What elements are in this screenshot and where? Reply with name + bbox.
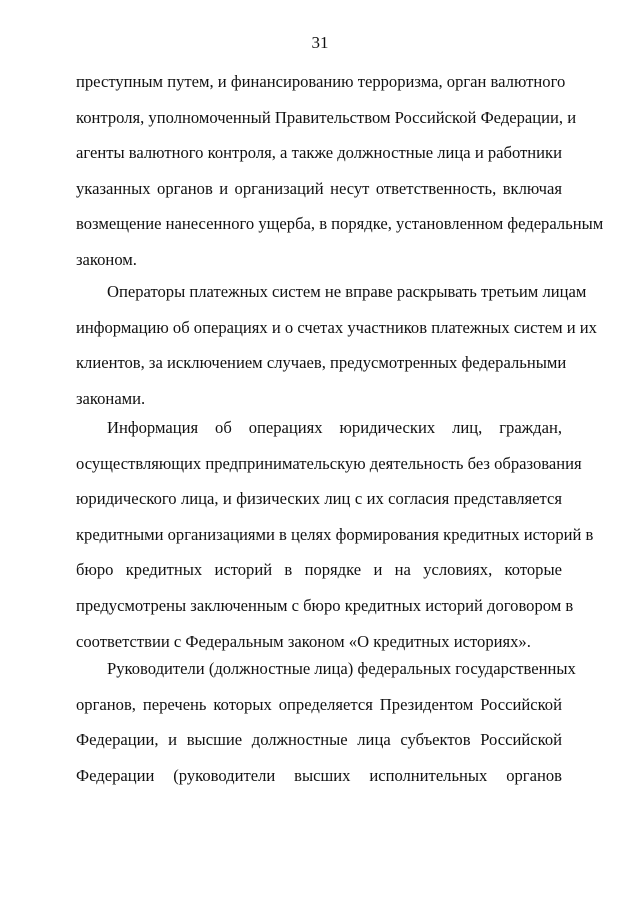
text-line: органов, перечень которых определяется Президентом Российской bbox=[76, 694, 562, 714]
text-line: информацию об операциях и о счетах участников платежных систем и их bbox=[76, 317, 597, 337]
text-line: контроля, уполномоченный Правительством Российской Федерации, и bbox=[76, 107, 577, 127]
text-line: указанных органов и организаций несут ответственность, включая bbox=[76, 178, 562, 198]
text-line: законом. bbox=[76, 249, 137, 269]
text-line: Федерации (руководители высших исполнительных органов bbox=[76, 765, 562, 785]
text-line: преступным путем, и финансированию терроризма, орган валютного bbox=[76, 72, 566, 91]
text-line: законами. bbox=[76, 388, 146, 408]
text-line: Руководители (должностные лица) федеральных государственных bbox=[107, 659, 576, 678]
text-line: соответствии с Федеральным законом «О кредитных историях». bbox=[76, 631, 531, 651]
text-line: агенты валютного контроля, а также должностные лица и работники bbox=[76, 143, 562, 163]
text-line: осуществляющих предпринимательскую деятельность без образования bbox=[76, 453, 582, 473]
paragraph-payment-system-operators bbox=[76, 274, 597, 416]
text-line: Информация об операциях юридических лиц, граждан, bbox=[107, 418, 562, 437]
text-line: кредитными организациями в целях формирования кредитных историй в bbox=[76, 524, 594, 544]
paragraph-credit-history-info bbox=[76, 410, 594, 659]
text-line: предусмотрены заключенным с бюро кредитных историй договором в bbox=[76, 595, 574, 615]
text-line: клиентов, за исключением случаев, предусмотренных федеральными bbox=[76, 353, 567, 373]
text-line: бюро кредитных историй в порядке и на условиях, которые bbox=[76, 560, 562, 580]
text-line: юридического лица, и физических лиц с их согласия представляется bbox=[76, 489, 562, 509]
text-line: Федерации, и высшие должностные лица субъектов Российской bbox=[76, 730, 562, 750]
paragraph-officials bbox=[76, 651, 576, 793]
paragraph-continuation bbox=[76, 64, 604, 278]
text-line: Операторы платежных систем не вправе раскрывать третьим лицам bbox=[107, 282, 587, 301]
text-line: возмещение нанесенного ущерба, в порядке, установленном федеральным bbox=[76, 214, 604, 234]
page-number: 31 bbox=[311, 33, 329, 52]
